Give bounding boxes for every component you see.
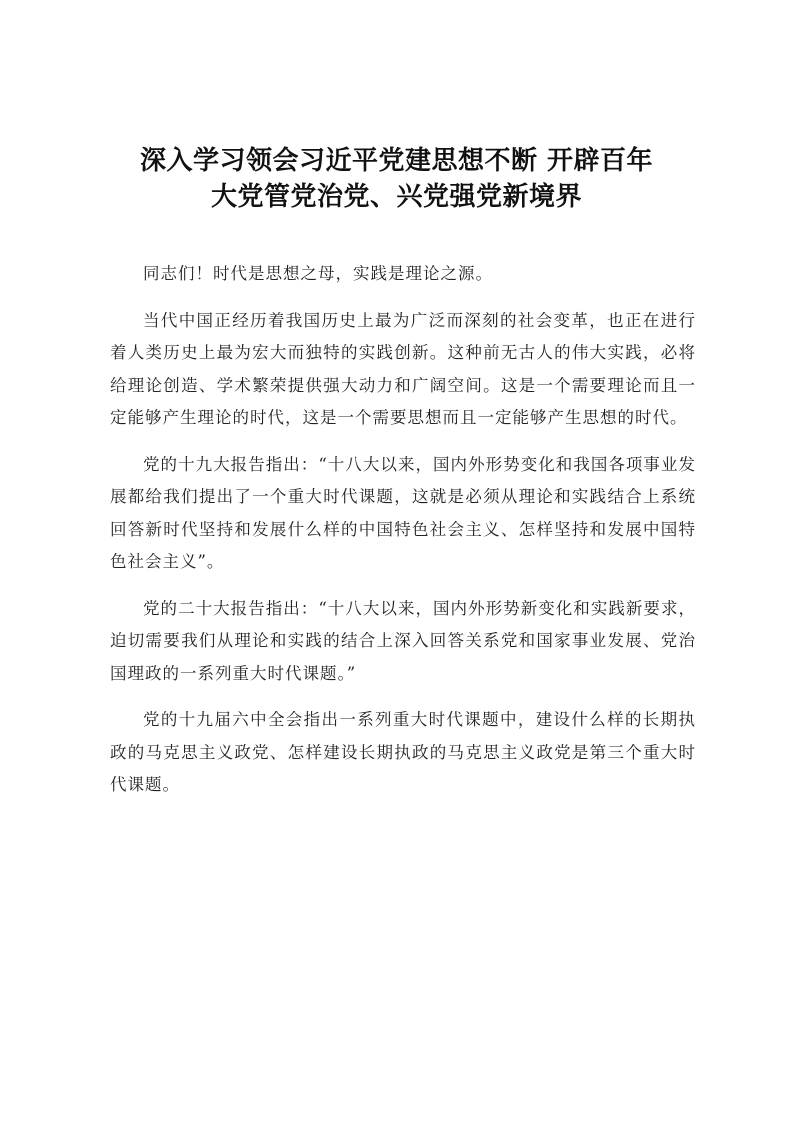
- paragraph: 党的十九届六中全会指出一系列重大时代课题中，建设什么样的长期执政的马克思主义政党、怎样建设长期执政的马克思主义政党是第三个重大时代课题。: [110, 710, 696, 794]
- paragraph: 党的二十大报告指出：“十八大以来，国内外形势新变化和实践新要求，迫切需要我们从理论和实践的结合上深入回答关系党和国家事业发展、党治国理政的一系列重大时代课题。”: [110, 598, 696, 683]
- document-title: [0, 143, 793, 215]
- document-body: [110, 258, 696, 816]
- paragraph: 同志们！时代是思想之母，实践是理论之源。: [143, 264, 493, 283]
- paragraph: 党的十九大报告指出：“十八大以来，国内外形势变化和我国各项事业发展都给我们提出了一个重大时代课题，这就是必须从理论和实践结合上系统回答新时代坚持和发展什么样的中国特色社会主义、怎样坚持和发展中国特色社会主义”。: [110, 454, 696, 571]
- paragraph: 当代中国正经历着我国历史上最为广泛而深刻的社会变革，也正在进行着人类历史上最为宏大而独特的实践创新。这种前无古人的伟大实践，必将给理论创造、学术繁荣提供强大动力和广阔空间。这是一个需要理论而且一定能够产生理论的时代，这是一个需要思想而且一定能够产生思想的时代。: [110, 310, 696, 427]
- title-line-1: 深入学习领会习近平党建思想不断 开辟百年: [139, 146, 654, 176]
- title-line-2: 大党管党治党、兴党强党新境界: [210, 182, 582, 212]
